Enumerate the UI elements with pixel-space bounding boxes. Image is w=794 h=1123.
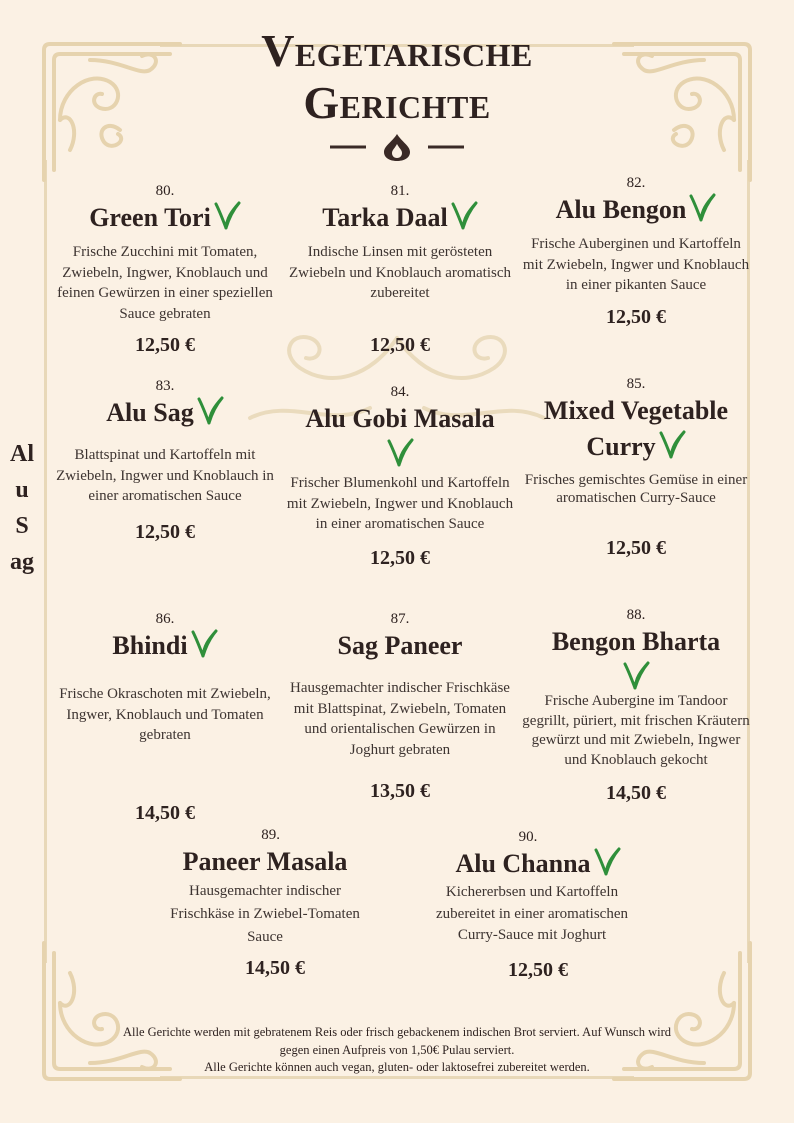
dish-number: 87. bbox=[390, 611, 410, 627]
dish-description: Frischer Blumenkohl und Kartoffeln mit Zwiebeln, Ingwer und Knoblauch in einer aromatischen Sauce bbox=[286, 475, 514, 532]
vegan-leaf-icon bbox=[658, 429, 686, 459]
dish-number: 85. bbox=[626, 376, 646, 392]
page-title: Vegetarische bbox=[261, 25, 533, 76]
vegan-leaf-icon bbox=[190, 628, 218, 658]
dish-card bbox=[428, 828, 648, 982]
dish-name: Green Tori bbox=[89, 203, 211, 232]
dish-description: Frische Auberginen und Kartoffeln mit Zwiebeln, Ingwer und Knoblauch in einer pikanten Sauce bbox=[522, 236, 750, 293]
dish-card bbox=[55, 610, 275, 825]
vegan-leaf-icon bbox=[450, 200, 478, 230]
dish-card bbox=[150, 826, 380, 980]
dish-description: Frische Zucchini mit Tomaten, Zwiebeln, Ingwer, Knoblauch und feinen Gewürzen in einer speziellen Sauce gebraten bbox=[57, 244, 273, 322]
dish-number: 80. bbox=[155, 183, 175, 199]
dish-number: 88. bbox=[626, 607, 646, 623]
dish-number: 90. bbox=[518, 829, 538, 845]
dish-description: Frisches gemischtes Gemüse in einer aromatischen Curry-Sauce bbox=[524, 472, 748, 506]
dish-card bbox=[522, 174, 750, 329]
dish-number: 83. bbox=[155, 378, 175, 394]
dish-card bbox=[50, 182, 280, 357]
dish-name: Bengon Bharta bbox=[551, 627, 721, 656]
dish-card bbox=[290, 610, 510, 803]
footer-line-1: Alle Gerichte werden mit gebratenem Reis oder frisch gebackenem indischen Brot serviert. Auf Wunsch wird gegen einen Aufpreis von 1,50€ Pulau serviert. bbox=[122, 1025, 672, 1057]
dish-description: Kichererbsen und Kartoffeln zubereitet in einer aromatischen Curry-Sauce mit Joghurt bbox=[436, 884, 628, 943]
dish-description: Frische Aubergine im Tandoor gegrillt, püriert, mit frischen Kräutern gewürzt und mit Zwiebeln, Ingwer und Knoblauch gekocht bbox=[522, 693, 750, 768]
dish-number: 86. bbox=[155, 611, 175, 627]
vegan-leaf-icon bbox=[196, 395, 224, 425]
dish-name: Tarka Daal bbox=[322, 203, 448, 232]
dish-price: 12,50 € bbox=[135, 520, 195, 543]
dish-name: Paneer Masala bbox=[182, 847, 348, 876]
dish-description: Indische Linsen mit gerösteten Zwiebeln und Knoblauch aromatisch zubereitet bbox=[288, 244, 512, 301]
vegan-leaf-icon bbox=[213, 200, 241, 230]
dish-price: 12,50 € bbox=[370, 546, 430, 569]
dish-name: Alu Bengon bbox=[555, 195, 687, 224]
page-title-line2: Gerichte bbox=[303, 77, 491, 128]
dish-price: 12,50 € bbox=[135, 334, 195, 356]
dish-price: 14,50 € bbox=[245, 957, 305, 979]
dish-number: 82. bbox=[626, 175, 646, 191]
dish-name: Sag Paneer bbox=[337, 631, 463, 660]
dish-price: 14,50 € bbox=[135, 801, 195, 824]
footer-line-2: Alle Gerichte können auch vegan, gluten- oder laktosefrei zubereitet werden. bbox=[204, 1060, 590, 1074]
side-label: AluSag bbox=[10, 441, 34, 575]
dish-description: Blattspinat und Kartoffeln mit Zwiebeln, Ingwer und Knoblauch in einer aromatischen Sauce bbox=[56, 447, 274, 504]
frame-left-line bbox=[44, 160, 47, 963]
vegan-leaf-icon bbox=[386, 437, 414, 467]
vegan-leaf-icon bbox=[688, 192, 716, 222]
dish-card bbox=[285, 182, 515, 357]
vegan-leaf-icon bbox=[622, 660, 650, 690]
dish-name: Alu Sag bbox=[106, 398, 194, 427]
dish-price: 14,50 € bbox=[606, 782, 666, 804]
dish-price: 12,50 € bbox=[370, 333, 430, 356]
dish-name: Alu Channa bbox=[455, 849, 591, 878]
dish-description: Hausgemachter indischer Frischkäse in Zwiebel-Tomaten Sauce bbox=[170, 883, 360, 945]
dish-number: 81. bbox=[390, 183, 410, 199]
flame-divider-icon bbox=[330, 132, 464, 162]
dish-name: Alu Gobi Masala bbox=[305, 404, 495, 433]
dish-card bbox=[55, 377, 275, 544]
dish-price: 12,50 € bbox=[508, 958, 568, 981]
dish-number: 84. bbox=[390, 384, 410, 400]
dish-card bbox=[522, 375, 750, 560]
dish-name: Mixed Vegetable Curry bbox=[543, 396, 729, 461]
dish-description: Hausgemachter indischer Frischkäse mit Blattspinat, Zwiebeln, Tomaten und orientalischen Gewürzen in Joghurt gebraten bbox=[290, 680, 510, 758]
dish-price: 12,50 € bbox=[606, 537, 666, 559]
dish-price: 13,50 € bbox=[370, 780, 430, 802]
vegan-leaf-icon bbox=[593, 846, 621, 876]
footer-note bbox=[120, 1024, 674, 1077]
dish-description: Frische Okraschoten mit Zwiebeln, Ingwer, Knoblauch und Tomaten gebraten bbox=[59, 686, 271, 743]
dish-number-label: 89. bbox=[261, 827, 280, 843]
dish-price: 12,50 € bbox=[606, 305, 666, 328]
dish-card bbox=[522, 606, 750, 805]
dish-name: Bhindi bbox=[112, 631, 188, 660]
dish-card bbox=[285, 383, 515, 570]
